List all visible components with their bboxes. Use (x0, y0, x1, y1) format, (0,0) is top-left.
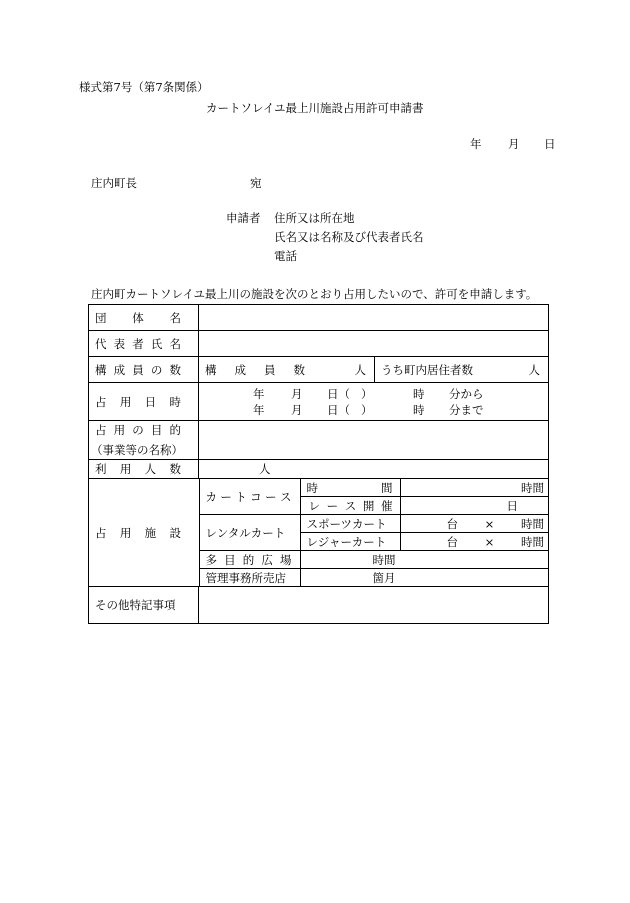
row-facility (89, 479, 549, 587)
row-purpose (89, 421, 549, 460)
row-representative (89, 331, 549, 357)
label-time: 時 間 (300, 479, 400, 497)
date-day: 日 (544, 137, 556, 151)
row-group-name (89, 305, 549, 331)
label-cart-course: カ ー ト コ ー ス (199, 479, 300, 515)
field-purpose[interactable] (199, 421, 549, 460)
form-number: 様式第7号（第7条関係） (79, 80, 209, 94)
field-leisure-cart[interactable]: 台 × 時間 (400, 533, 549, 551)
row-members (89, 357, 549, 383)
field-sports-cart[interactable]: 台 × 時間 (400, 515, 549, 533)
label-race: レ ー ス 開 催 (300, 497, 400, 515)
date-month: 月 (508, 137, 520, 151)
applicant-label: 申請者 (226, 211, 261, 225)
field-users[interactable]: 人 (199, 460, 549, 479)
field-plaza[interactable]: 時間 (300, 551, 549, 569)
field-shop[interactable]: 箇月 (300, 569, 549, 587)
application-table (88, 304, 549, 624)
addressee: 庄内町長 (91, 176, 137, 190)
addressee-suffix: 宛 (250, 176, 262, 190)
field-members-count[interactable]: 構 成 員 数 人 (199, 357, 375, 383)
label-plaza: 多 目 的 広 場 (199, 551, 300, 569)
label-users: 利 用 人 数 (89, 460, 199, 479)
label-date: 占 用 日 時 (89, 383, 199, 421)
field-representative[interactable] (199, 331, 549, 357)
intro-text: 庄内町カートソレイユ最上川の施設を次のとおり占用したいので、許可を申請します。 (91, 287, 538, 301)
label-purpose: 占 用 の 目 的 （事業等の名称） (89, 421, 199, 460)
row-date (89, 383, 549, 421)
field-race[interactable]: 日 (400, 497, 549, 515)
label-shop: 管理事務所売店 (199, 569, 300, 587)
field-residents[interactable]: うち町内居住者数 人 (375, 357, 549, 383)
row-notes (89, 587, 549, 624)
document-title: カートソレイユ最上川施設占用許可申請書 (206, 101, 424, 115)
date-year: 年 (470, 137, 482, 151)
label-group-name: 団 体 名 (89, 305, 199, 331)
label-facility: 占 用 施 設 (89, 479, 199, 586)
label-leisure-cart: レジャーカート (300, 533, 400, 551)
label-members: 構 成 員 の 数 (89, 357, 199, 383)
label-sports-cart: スポーツカート (300, 515, 400, 533)
facility-subtable (89, 479, 549, 586)
field-group-name[interactable] (199, 305, 549, 331)
label-rental-cart: レンタルカート (199, 515, 300, 551)
applicant-phone: 電話 (274, 249, 297, 263)
field-notes[interactable] (199, 587, 549, 624)
field-time[interactable]: 時間 (400, 479, 549, 497)
applicant-name: 氏名又は名称及び代表者氏名 (274, 230, 424, 244)
row-users (89, 460, 549, 479)
label-representative: 代 表 者 氏 名 (89, 331, 199, 357)
field-date[interactable]: 年 月 日（ ） 時 分から 年 月 日（ ） 時 分まで (199, 383, 549, 421)
label-notes: その他特記事項 (89, 587, 199, 624)
applicant-address: 住所又は所在地 (274, 211, 355, 225)
